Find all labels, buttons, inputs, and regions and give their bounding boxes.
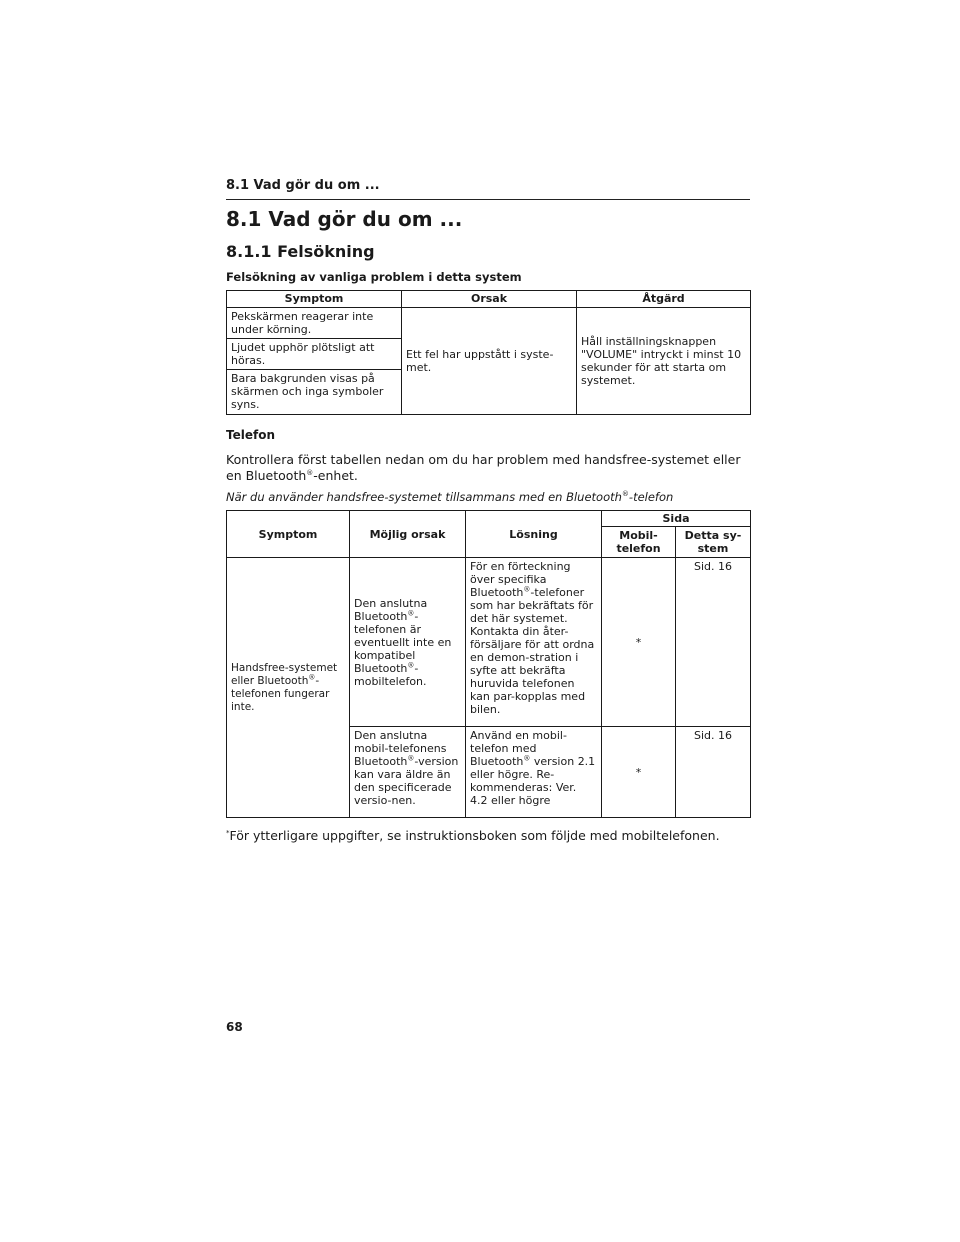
symptom-text-end: -telefonen fungerar inte.	[231, 674, 330, 713]
header-cause: Orsak	[402, 291, 577, 308]
symptom-text: Handsfree-systemet eller Bluetooth	[231, 661, 338, 687]
header-system: Detta sy-stem	[676, 527, 751, 558]
caption-text-end: -telefon	[628, 490, 674, 504]
solution-cell	[466, 558, 602, 727]
footnote-text: För ytterligare uppgifter, se instruktionsboken som följde med mobiltelefonen.	[229, 828, 720, 843]
solution-text: Använd en mobil-telefon med Bluetooth	[470, 729, 567, 768]
table-row	[227, 308, 751, 339]
header-action: Åtgärd	[577, 291, 751, 308]
telefon-label: Telefon	[226, 428, 275, 442]
footnote-mark: *	[226, 828, 230, 837]
running-header: 8.1 Vad gör du om ...	[226, 178, 380, 193]
subsection-heading: 8.1.1 Felsökning	[226, 242, 375, 261]
solution-cell	[466, 727, 602, 818]
header-mobile: Mobil-telefon	[602, 527, 676, 558]
header-symptom: Symptom	[227, 291, 402, 308]
solution-text-end: -telefoner som har bekräftats för det här systemet. Kontakta din åter-försäljare för att ordna en demon-stration i syfte att bekräfta huruvida telefonen kan par-kopplas med bilen.	[470, 586, 595, 716]
mobile-page-cell: *	[602, 558, 676, 727]
troubleshooting-table	[226, 290, 751, 415]
caption-text: När du använder handsfree-systemet tillsammans med en Bluetooth	[226, 490, 622, 504]
system-page-cell: Sid. 16	[676, 727, 751, 818]
registered-mark: ®	[407, 660, 415, 669]
system-page-cell: Sid. 16	[676, 558, 751, 727]
registered-mark: ®	[407, 754, 415, 763]
intro-paragraph	[226, 452, 750, 484]
intro-text: Kontrollera först tabellen nedan om du har problem med handsfree-systemet eller en Bluetooth	[226, 452, 741, 483]
header-cause: Möjlig orsak	[350, 511, 466, 558]
cause-cell: Ett fel har uppstått i syste-met.	[402, 308, 577, 415]
table-caption	[226, 490, 750, 504]
registered-mark: ®	[407, 608, 415, 617]
cause-text: Den anslutna mobil-telefonens Bluetooth	[354, 729, 447, 768]
bluetooth-table	[226, 510, 751, 818]
mobile-page-cell: *	[602, 727, 676, 818]
table-row	[227, 558, 751, 727]
header-symptom: Symptom	[227, 511, 350, 558]
symptom-cell: Ljudet upphör plötsligt att höras.	[227, 339, 402, 370]
cause-text: Den anslutna Bluetooth	[354, 596, 428, 623]
header-rule	[226, 199, 750, 200]
header-page: Sida	[602, 511, 751, 527]
solution-text-end: version 2.1 eller högre. Re-kommenderas: Ver. 4.2 eller högre	[470, 755, 596, 807]
registered-mark: ®	[621, 490, 629, 499]
solution-text: För en förteckning över specifika Bluetooth	[470, 560, 571, 599]
cause-cell	[350, 727, 466, 818]
registered-mark: ®	[308, 673, 316, 681]
table-title: Felsökning av vanliga problem i detta system	[226, 270, 522, 284]
symptom-cell	[227, 558, 350, 818]
action-cell: Håll inställningsknappen "VOLUME" intryckt i minst 10 sekunder för att starta om systemet.	[577, 308, 751, 415]
footnote	[226, 828, 750, 843]
symptom-cell: Bara bakgrunden visas på skärmen och inga symboler syns.	[227, 370, 402, 415]
cause-text-end: -mobiltelefon.	[354, 661, 427, 688]
cause-cell	[350, 558, 466, 727]
section-heading: 8.1 Vad gör du om ...	[226, 207, 463, 231]
cause-text-end: -version kan vara äldre än den specificerade versio-nen.	[354, 755, 459, 807]
table-header-row	[227, 511, 751, 527]
symptom-cell: Pekskärmen reagerar inte under körning.	[227, 308, 402, 339]
registered-mark: ®	[306, 468, 314, 477]
cause-text-mid: -telefonen är eventuellt inte en kompatibel Bluetooth	[354, 609, 452, 675]
intro-text-end: -enhet.	[313, 468, 358, 483]
registered-mark: ®	[523, 585, 531, 594]
header-solution: Lösning	[466, 511, 602, 558]
page-number: 68	[226, 1020, 243, 1034]
registered-mark: ®	[523, 754, 531, 763]
table-header-row	[227, 291, 751, 308]
